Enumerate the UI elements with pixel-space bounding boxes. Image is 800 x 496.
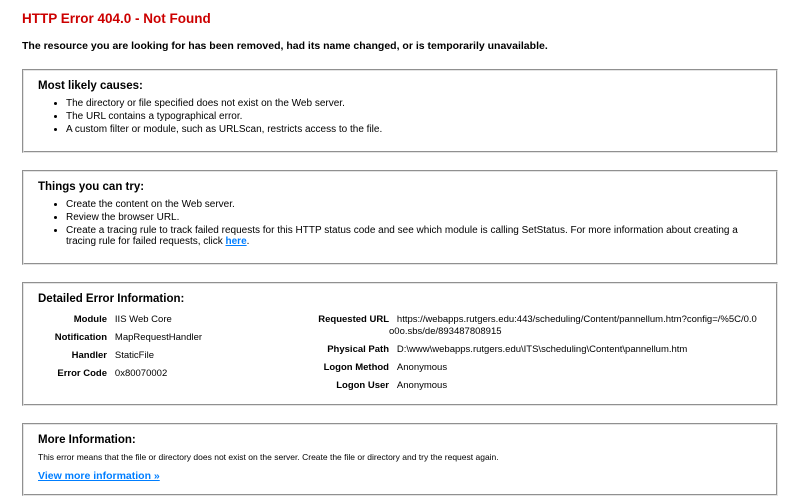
try-list	[38, 199, 762, 247]
detail-label: Logon Method	[323, 361, 389, 373]
tracing-here-link[interactable]: here	[225, 236, 247, 247]
detail-row-notification	[38, 329, 303, 347]
detail-value: StaticFile	[114, 349, 154, 361]
detail-row-logon-user	[303, 377, 762, 395]
list-item: • Create the content on the Web server.	[66, 199, 762, 210]
detail-label: Physical Path	[327, 343, 389, 355]
section-heading-causes: Most likely causes:	[38, 80, 143, 92]
section-heading-details: Detailed Error Information:	[38, 293, 185, 305]
list-item	[66, 225, 762, 247]
list-item: • A custom filter or module, such as URLScan, restricts access to the file.	[66, 124, 762, 135]
more-information-section	[22, 423, 778, 496]
detail-label: Logon User	[336, 379, 389, 391]
things-you-can-try-section	[22, 170, 778, 265]
detailed-error-information-section	[22, 282, 778, 406]
detail-value-requested-url: https://webapps.rutgers.edu:443/scheduling/Content/pannellum.htm?config=/%5C/0.0o0o.sbs/de/893487808915	[389, 314, 757, 337]
detail-label: Module	[73, 314, 107, 325]
detail-value: D:\www\webapps.rutgers.edu\ITS\scheduling\Content\pannellum.htm	[396, 343, 688, 355]
detail-label: Handler	[71, 349, 107, 361]
detail-label: Notification	[54, 331, 107, 343]
most-likely-causes-section	[22, 69, 778, 153]
detail-row-module	[38, 311, 303, 329]
detail-value: MapRequestHandler	[114, 331, 203, 343]
page-subtitle: The resource you are looking for has been removed, had its name changed, or is temporarily unavailable.	[22, 40, 548, 52]
detail-value: Anonymous	[396, 361, 448, 373]
details-right-column	[303, 311, 762, 394]
detail-row-error-code	[38, 365, 303, 383]
list-item: • The URL contains a typographical error.	[66, 111, 762, 122]
tracing-text-suffix: .	[246, 236, 250, 247]
detail-row-physical-path	[303, 341, 762, 359]
more-information-text: This error means that the file or directory does not exist on the server. Create the file or directory and try the request again.	[38, 452, 499, 463]
page-title: HTTP Error 404.0 - Not Found	[22, 11, 211, 26]
detail-value: IIS Web Core	[114, 314, 172, 325]
detail-value: 0x80070002	[114, 367, 168, 379]
causes-list	[38, 98, 762, 135]
detail-row-logon-method	[303, 359, 762, 377]
detail-value: Anonymous	[396, 379, 448, 391]
details-columns	[38, 311, 762, 394]
section-heading-try: Things you can try:	[38, 181, 145, 193]
detail-label: Requested URL	[318, 314, 389, 325]
details-left-column	[38, 311, 303, 394]
section-heading-more: More Information:	[38, 434, 136, 447]
tracing-text-prefix: Create a tracing rule to track failed requests for this HTTP status code and see which module is calling SetStatus. For more information about creating a tracing rule for failed requests, click	[66, 225, 738, 247]
more-link-row	[38, 466, 762, 484]
list-item: • Review the browser URL.	[66, 212, 762, 223]
detail-row-handler	[38, 347, 303, 365]
list-item: • The directory or file specified does not exist on the Web server.	[66, 98, 762, 109]
detail-label: Error Code	[57, 367, 107, 379]
view-more-information-link[interactable]: View more information »	[38, 470, 160, 483]
detail-row-requested-url	[303, 311, 762, 341]
